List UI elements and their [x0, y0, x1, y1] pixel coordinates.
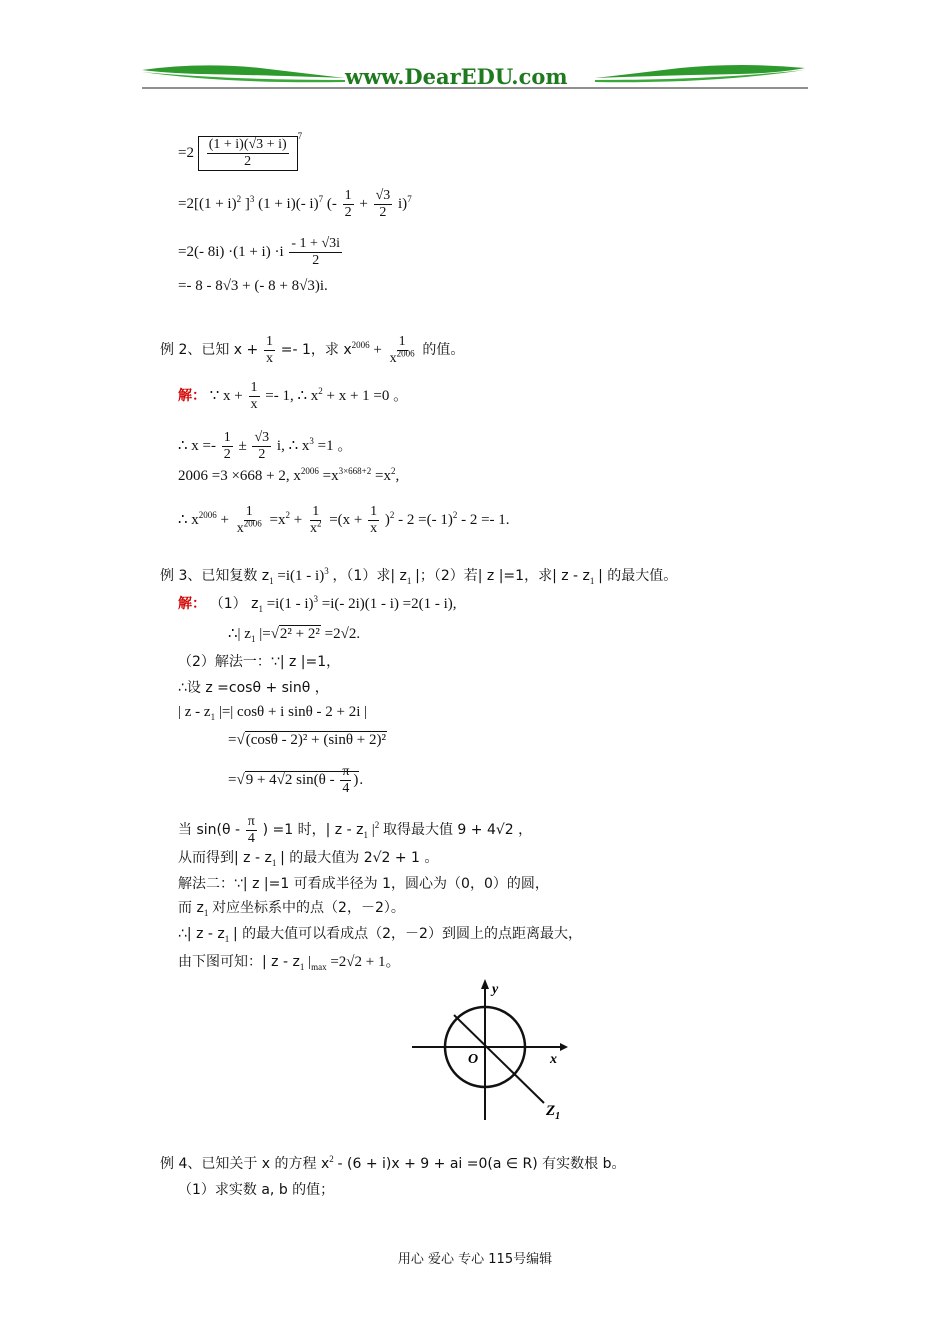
frac-den: 2 [344, 205, 352, 220]
frac-den [388, 348, 417, 367]
frac-num: 1 [245, 504, 253, 519]
frac-den [235, 518, 264, 537]
ex-text: =(x + [329, 511, 363, 528]
z1-label [545, 1103, 560, 1122]
ex-text: 由下图可知：| z - z [178, 954, 300, 970]
ex-fraction [368, 504, 379, 537]
example-2-step-3 [178, 466, 399, 486]
ex-text: - 2 =(- 1) [398, 511, 453, 528]
ex-text: 的值。 [422, 341, 465, 358]
subscript: 1 [203, 908, 209, 918]
subscript: 1 [299, 962, 305, 972]
radicand: (cosθ - 2)² + (sinθ + 2)² [245, 732, 386, 748]
ex-text: =x [269, 511, 286, 528]
exp: 3×668+2 [338, 466, 372, 476]
calc-line-4: =- 8 - 8√3 + (- 8 + 8√3)i. [178, 278, 328, 294]
ex-text: | 的最大值为 2√2 + 1 。 [280, 850, 439, 866]
z1-subscript: 1 [555, 1111, 561, 1122]
example-3-result-1 [178, 848, 438, 868]
subscript: 1 [271, 858, 277, 868]
exp: 2006 [198, 509, 217, 520]
ex-text: = [228, 732, 237, 748]
ex-text: ∴| z - z [178, 926, 225, 942]
z1-text: Z [546, 1103, 556, 1119]
ex-text: 2006 =3 ×668 + 2, x [178, 468, 301, 484]
radicand: 2² + 2² [279, 626, 320, 642]
calc-text: =2[(1 + i) [178, 195, 237, 212]
ex-text: =- 1，求 x [280, 341, 352, 358]
frac-num: 1 [223, 430, 231, 445]
top-calculation [178, 128, 778, 303]
ex-fraction [246, 814, 257, 847]
calc-line-3 [178, 236, 344, 269]
ex-text: =i(- 2i)(1 - i) =2(1 - i), [321, 596, 457, 612]
example-3-distance [178, 924, 582, 944]
ex-fraction [340, 764, 351, 797]
subscript: 1 [363, 829, 368, 840]
exp: 2 [452, 509, 458, 520]
ex-text: ，（1）求| z [332, 568, 407, 584]
ex-text: 对应坐标系中的点（2，－2）。 [212, 900, 405, 916]
ex-text: =- 1, ∴ x [265, 387, 319, 404]
ex-text: 例 3、已知复数 z [160, 568, 270, 584]
frac-den-text: x [389, 351, 397, 366]
frac-den: 2 [223, 447, 231, 462]
exp: 2006 [396, 348, 415, 359]
ex-text: + [373, 341, 382, 358]
ex-text: + x + 1 =0 。 [326, 387, 409, 404]
ex-text: =i(1 - i) [266, 596, 314, 612]
frac-den-text: x [236, 521, 244, 536]
calc-line-1 [178, 131, 303, 171]
subscript: 1 [224, 934, 230, 944]
x-axis-arrow [560, 1043, 568, 1051]
frac-num: 1 [344, 188, 352, 203]
radicand [245, 764, 360, 796]
frac-num: 1 [312, 504, 320, 519]
frac-den: x [250, 397, 258, 412]
example-3-let-z: ∴设 z =cosθ + sinθ ， [178, 680, 329, 696]
frac-den: x [266, 351, 274, 366]
y-label: y [492, 982, 499, 997]
y-axis-arrow [481, 979, 489, 989]
frac-num: 1 [266, 334, 274, 349]
exp: 2 [285, 509, 290, 520]
ex-text: =2√2 + 1。 [330, 954, 401, 970]
exp: 2 [236, 193, 242, 204]
ex-text: i, ∴ x [276, 437, 310, 454]
ex-text: - 2 =- 1. [461, 511, 510, 528]
example-3-point [178, 898, 405, 918]
frac-den: 2 [312, 253, 320, 268]
frac-den: x [370, 521, 378, 536]
exp: 2006 [300, 466, 319, 476]
ex-text: （1） z [209, 596, 259, 612]
frac-num: (1 + i)(√3 + i) [208, 137, 287, 152]
example-2-step-1 [178, 380, 408, 413]
calc-text: =2 [178, 144, 194, 161]
ex-text: 例 2、已知 x + [160, 341, 259, 358]
exp: 3 [313, 594, 318, 604]
subscript: 1 [406, 576, 412, 586]
ex-text: | 的最大值可以看成点（2，－2）到圆上的点距离最大， [232, 926, 582, 942]
ex-text: 取得最大值 9 + 4√2 ， [382, 821, 533, 838]
frac-num: - 1 + √3i [291, 236, 341, 251]
calc-text: (1 + i)(- i) [258, 195, 319, 212]
ex-text: , [395, 468, 400, 484]
ex-text: 例 4、已知关于 x 的方程 x [160, 1156, 330, 1172]
subscript: 1 [269, 576, 274, 586]
ex-text: + [293, 511, 303, 528]
exp: 2 [316, 518, 322, 529]
exp: 3 [309, 435, 314, 446]
exp: 2 [318, 385, 323, 396]
exp: 7 [407, 193, 412, 204]
ex-fraction [252, 430, 271, 463]
calc-fraction [343, 188, 354, 221]
circle-diagram [410, 975, 580, 1130]
radicand-text: 9 + 4√2 sin(θ - [245, 771, 335, 788]
example-3 [160, 560, 820, 980]
calc-fraction [374, 188, 393, 221]
radicand-text: ) [353, 771, 359, 788]
solution-label: 解： [178, 387, 206, 404]
subscript: 1 [250, 634, 256, 644]
frac-num: π [342, 764, 350, 779]
exp: 7 [318, 193, 324, 204]
example-3-sqrt-expr: =√(cosθ - 2)² + (sinθ + 2)² [228, 732, 386, 748]
example-4 [160, 1150, 820, 1210]
circle-diagram-svg [410, 975, 580, 1125]
exp: 2 [329, 1154, 334, 1164]
calc-text: i) [398, 195, 408, 212]
exp: 3 [324, 566, 329, 576]
exp: 2 [389, 509, 395, 520]
ex-text: =1 。 [317, 437, 353, 454]
ex-text: ± [238, 437, 247, 454]
ex-text: 当 sin(θ - [178, 821, 241, 838]
frac-den: 4 [342, 781, 350, 796]
ex-text: ∴ x =- [178, 437, 216, 454]
ex-fraction [222, 430, 233, 463]
example-4-question-1: （1）求实数 a, b 的值； [178, 1182, 335, 1198]
example-3-title [160, 566, 677, 586]
frac-num: √3 [375, 188, 391, 203]
ex-text: 而 z [178, 900, 204, 916]
ex-fraction [308, 504, 324, 537]
subscript: 1 [589, 576, 595, 586]
frac-num: √3 [254, 430, 270, 445]
subscript: 1 [210, 712, 216, 722]
example-2 [160, 326, 820, 536]
page-footer: 用心 爱心 专心 115号编辑 [397, 1252, 553, 1267]
ex-text: | z - z [178, 704, 211, 720]
calc-text: (- [326, 195, 337, 212]
exp: 2006 [351, 339, 370, 350]
exp: 2006 [243, 518, 262, 529]
site-logo-text: www.DearEDU.com [345, 64, 568, 89]
solution-label: 解： [178, 596, 206, 612]
example-3-modulus: ∴| $z_1$ |=√2² + 2² =2√2. [228, 626, 361, 644]
ex-text: =2√2. [324, 626, 361, 642]
exp: 2 [390, 466, 396, 476]
frac-num: π [247, 814, 255, 829]
ex-text: =i(1 - i) [277, 568, 325, 584]
ex-text: =x [322, 468, 339, 484]
origin-label: O [468, 1052, 479, 1067]
example-3-method-1: （2）解法一：∵| z |=1， [178, 654, 341, 670]
calc-text: + [359, 195, 368, 212]
frac-num: 1 [370, 504, 378, 519]
ex-fraction [264, 334, 275, 367]
ex-text: . [359, 771, 364, 788]
ex-text: ∴ x [178, 511, 199, 528]
example-2-title [160, 334, 464, 367]
example-2-step-4 [178, 504, 510, 537]
ex-text: = [228, 771, 237, 788]
ex-text: ∴| z [228, 626, 251, 642]
ex-text: + [220, 511, 230, 528]
frac-den: 4 [247, 831, 255, 846]
ex-fraction [249, 380, 260, 413]
ex-text: | 的最大值。 [598, 568, 678, 584]
subscript: max [311, 962, 327, 972]
ex-fraction [235, 504, 264, 537]
frac-den: 2 [258, 447, 266, 462]
example-3-when [178, 814, 532, 847]
calc-fraction [289, 236, 342, 269]
example-3-sin-expr: =√9 + 4√2 sin(θ - $\frac{\pi}{4}$ ). [228, 764, 364, 796]
calc-text: ] [244, 195, 250, 212]
calc-text: =2(- 8i) ·(1 + i) ·i [178, 243, 284, 260]
x-label: x [550, 1052, 557, 1067]
frac-den: 2 [244, 154, 252, 169]
ex-text: ) [384, 511, 390, 528]
exp: 2 [374, 819, 380, 830]
example-3-result-2 [178, 952, 401, 972]
subscript: 1 [258, 604, 263, 614]
ex-text: |= [259, 626, 271, 642]
calc-line-2 [178, 188, 412, 221]
ex-text: ) =1 时，| z - z [262, 821, 364, 838]
frac-den [308, 518, 324, 537]
frac-num: 1 [398, 334, 406, 349]
ex-text: 从而得到| z - z [178, 850, 272, 866]
example-2-step-2 [178, 430, 352, 463]
example-3-part-1 [178, 594, 457, 614]
frac-den: 2 [379, 205, 387, 220]
exp: 7 [297, 131, 303, 141]
ex-text: |=| cosθ + i sinθ - 2 + 2i | [218, 704, 368, 720]
calc-fraction [207, 137, 289, 170]
frac-den-text: x [309, 521, 317, 536]
ex-text: =x [375, 468, 391, 484]
ex-text: - (6 + i)x + 9 + ai =0(a ∈ R) 有实数根 b。 [337, 1156, 626, 1172]
example-3-abs-expr [178, 702, 367, 722]
example-4-title [160, 1154, 626, 1174]
ex-text: | [308, 954, 312, 970]
example-3-method-2: 解法二：∵| z |=1 可看成半径为 1，圆心为（0，0）的圆， [178, 876, 549, 892]
ex-fraction [388, 334, 417, 367]
header-banner [140, 60, 810, 100]
ex-text: |；（2）若| z |=1，求| z - z [415, 568, 590, 584]
ex-text: | [371, 821, 375, 838]
frac-num: 1 [250, 380, 258, 395]
ex-text: ∵ x + [209, 387, 243, 404]
exp: 3 [249, 193, 255, 204]
